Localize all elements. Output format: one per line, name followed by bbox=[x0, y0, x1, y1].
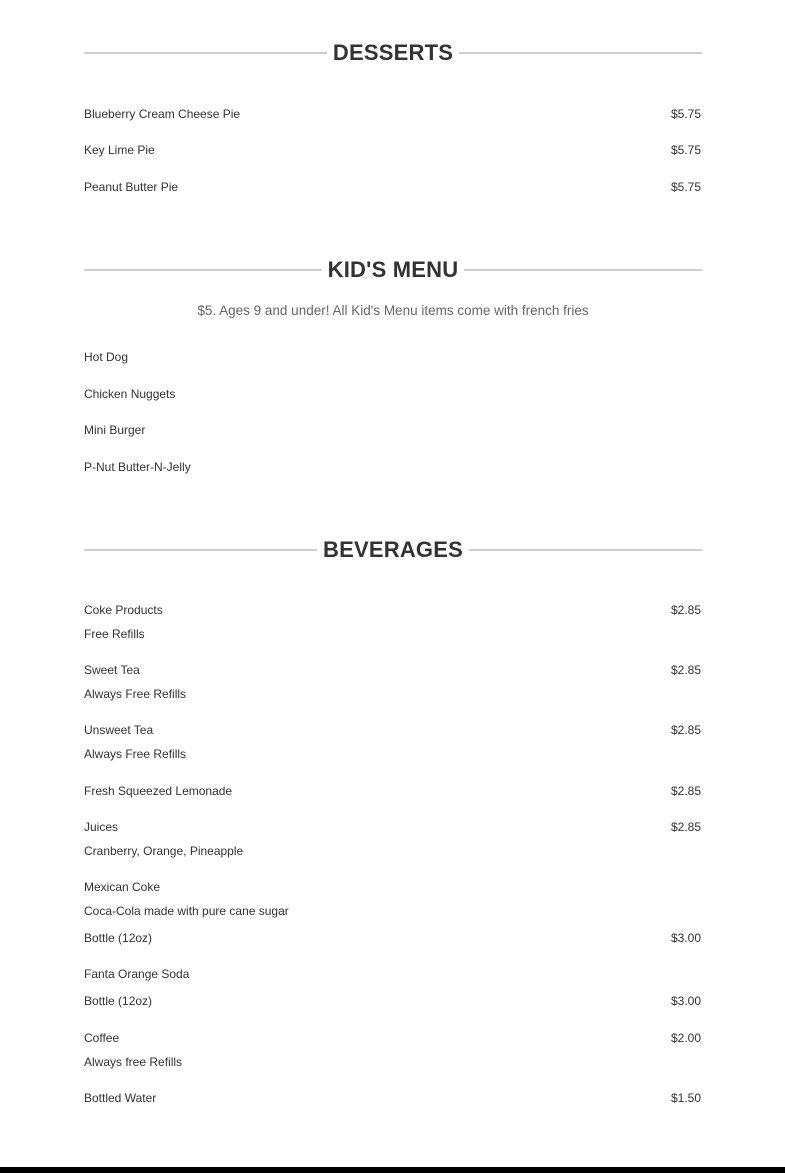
beverages-heading bbox=[84, 533, 702, 567]
menu-item-description: Always free Refills bbox=[84, 1055, 183, 1069]
heading-rule-left bbox=[84, 269, 322, 271]
menu-item-name: Mini Burger bbox=[84, 423, 146, 437]
menu-item-option-label: Bottle (12oz) bbox=[84, 931, 153, 945]
menu-item-name: Key Lime Pie bbox=[84, 143, 155, 157]
menu-item-option-label: Bottle (12oz) bbox=[84, 994, 153, 1008]
heading-rule-right bbox=[459, 52, 702, 54]
menu-item-option-price: $3.00 bbox=[670, 994, 701, 1008]
menu-item-name: Coffee bbox=[84, 1031, 120, 1045]
menu-item-description: Always Free Refills bbox=[84, 687, 187, 701]
menu-item-name: Juices bbox=[84, 820, 119, 834]
kids-menu-note: $5. Ages 9 and under! All Kid's Menu items come with french fries bbox=[197, 303, 589, 318]
menu-item-price: $2.00 bbox=[670, 1031, 701, 1045]
menu-item-price: $2.85 bbox=[670, 723, 701, 737]
menu-item-price: $2.85 bbox=[670, 784, 701, 798]
heading-rule-left bbox=[84, 52, 327, 54]
menu-item-name: Coke Products bbox=[84, 603, 163, 617]
menu-item-name: Blueberry Cream Cheese Pie bbox=[84, 107, 241, 121]
menu-item-name: Sweet Tea bbox=[84, 663, 140, 677]
desserts-heading bbox=[84, 36, 702, 70]
menu-item-name: Chicken Nuggets bbox=[84, 387, 176, 401]
section-title: KID'S MENU bbox=[327, 257, 459, 282]
heading-rule-right bbox=[464, 269, 702, 271]
heading-rule-right bbox=[469, 549, 702, 551]
menu-item-name: Fresh Squeezed Lemonade bbox=[84, 784, 233, 798]
menu-item-price: $5.75 bbox=[670, 143, 701, 157]
menu-item-description: Always Free Refills bbox=[84, 747, 187, 761]
menu-item-name: Hot Dog bbox=[84, 350, 129, 364]
menu-item-description: Free Refills bbox=[84, 627, 145, 641]
menu-item-price: $5.75 bbox=[670, 180, 701, 194]
menu-item-name: Mexican Coke bbox=[84, 880, 161, 894]
menu-item-price: $2.85 bbox=[670, 820, 701, 834]
menu-item-name: Unsweet Tea bbox=[84, 723, 154, 737]
section-title: BEVERAGES bbox=[323, 537, 463, 562]
menu-item-name: P-Nut Butter-N-Jelly bbox=[84, 460, 191, 474]
section-title: DESSERTS bbox=[332, 40, 454, 65]
menu-item-description: Coca-Cola made with pure cane sugar bbox=[84, 904, 289, 918]
kids-menu-heading bbox=[84, 253, 702, 287]
menu-item-price: $1.50 bbox=[670, 1091, 701, 1105]
menu-item-price: $2.85 bbox=[670, 603, 701, 617]
menu-item-price: $2.85 bbox=[670, 663, 701, 677]
menu-item-description: Cranberry, Orange, Pineapple bbox=[84, 844, 244, 858]
menu-item-name: Peanut Butter Pie bbox=[84, 180, 179, 194]
menu-item-name: Bottled Water bbox=[84, 1091, 157, 1105]
menu-item-price: $5.75 bbox=[670, 107, 701, 121]
menu-item-option-price: $3.00 bbox=[670, 931, 701, 945]
menu-item-name: Fanta Orange Soda bbox=[84, 967, 190, 981]
footer-bar bbox=[0, 1167, 785, 1173]
heading-rule-left bbox=[84, 549, 317, 551]
